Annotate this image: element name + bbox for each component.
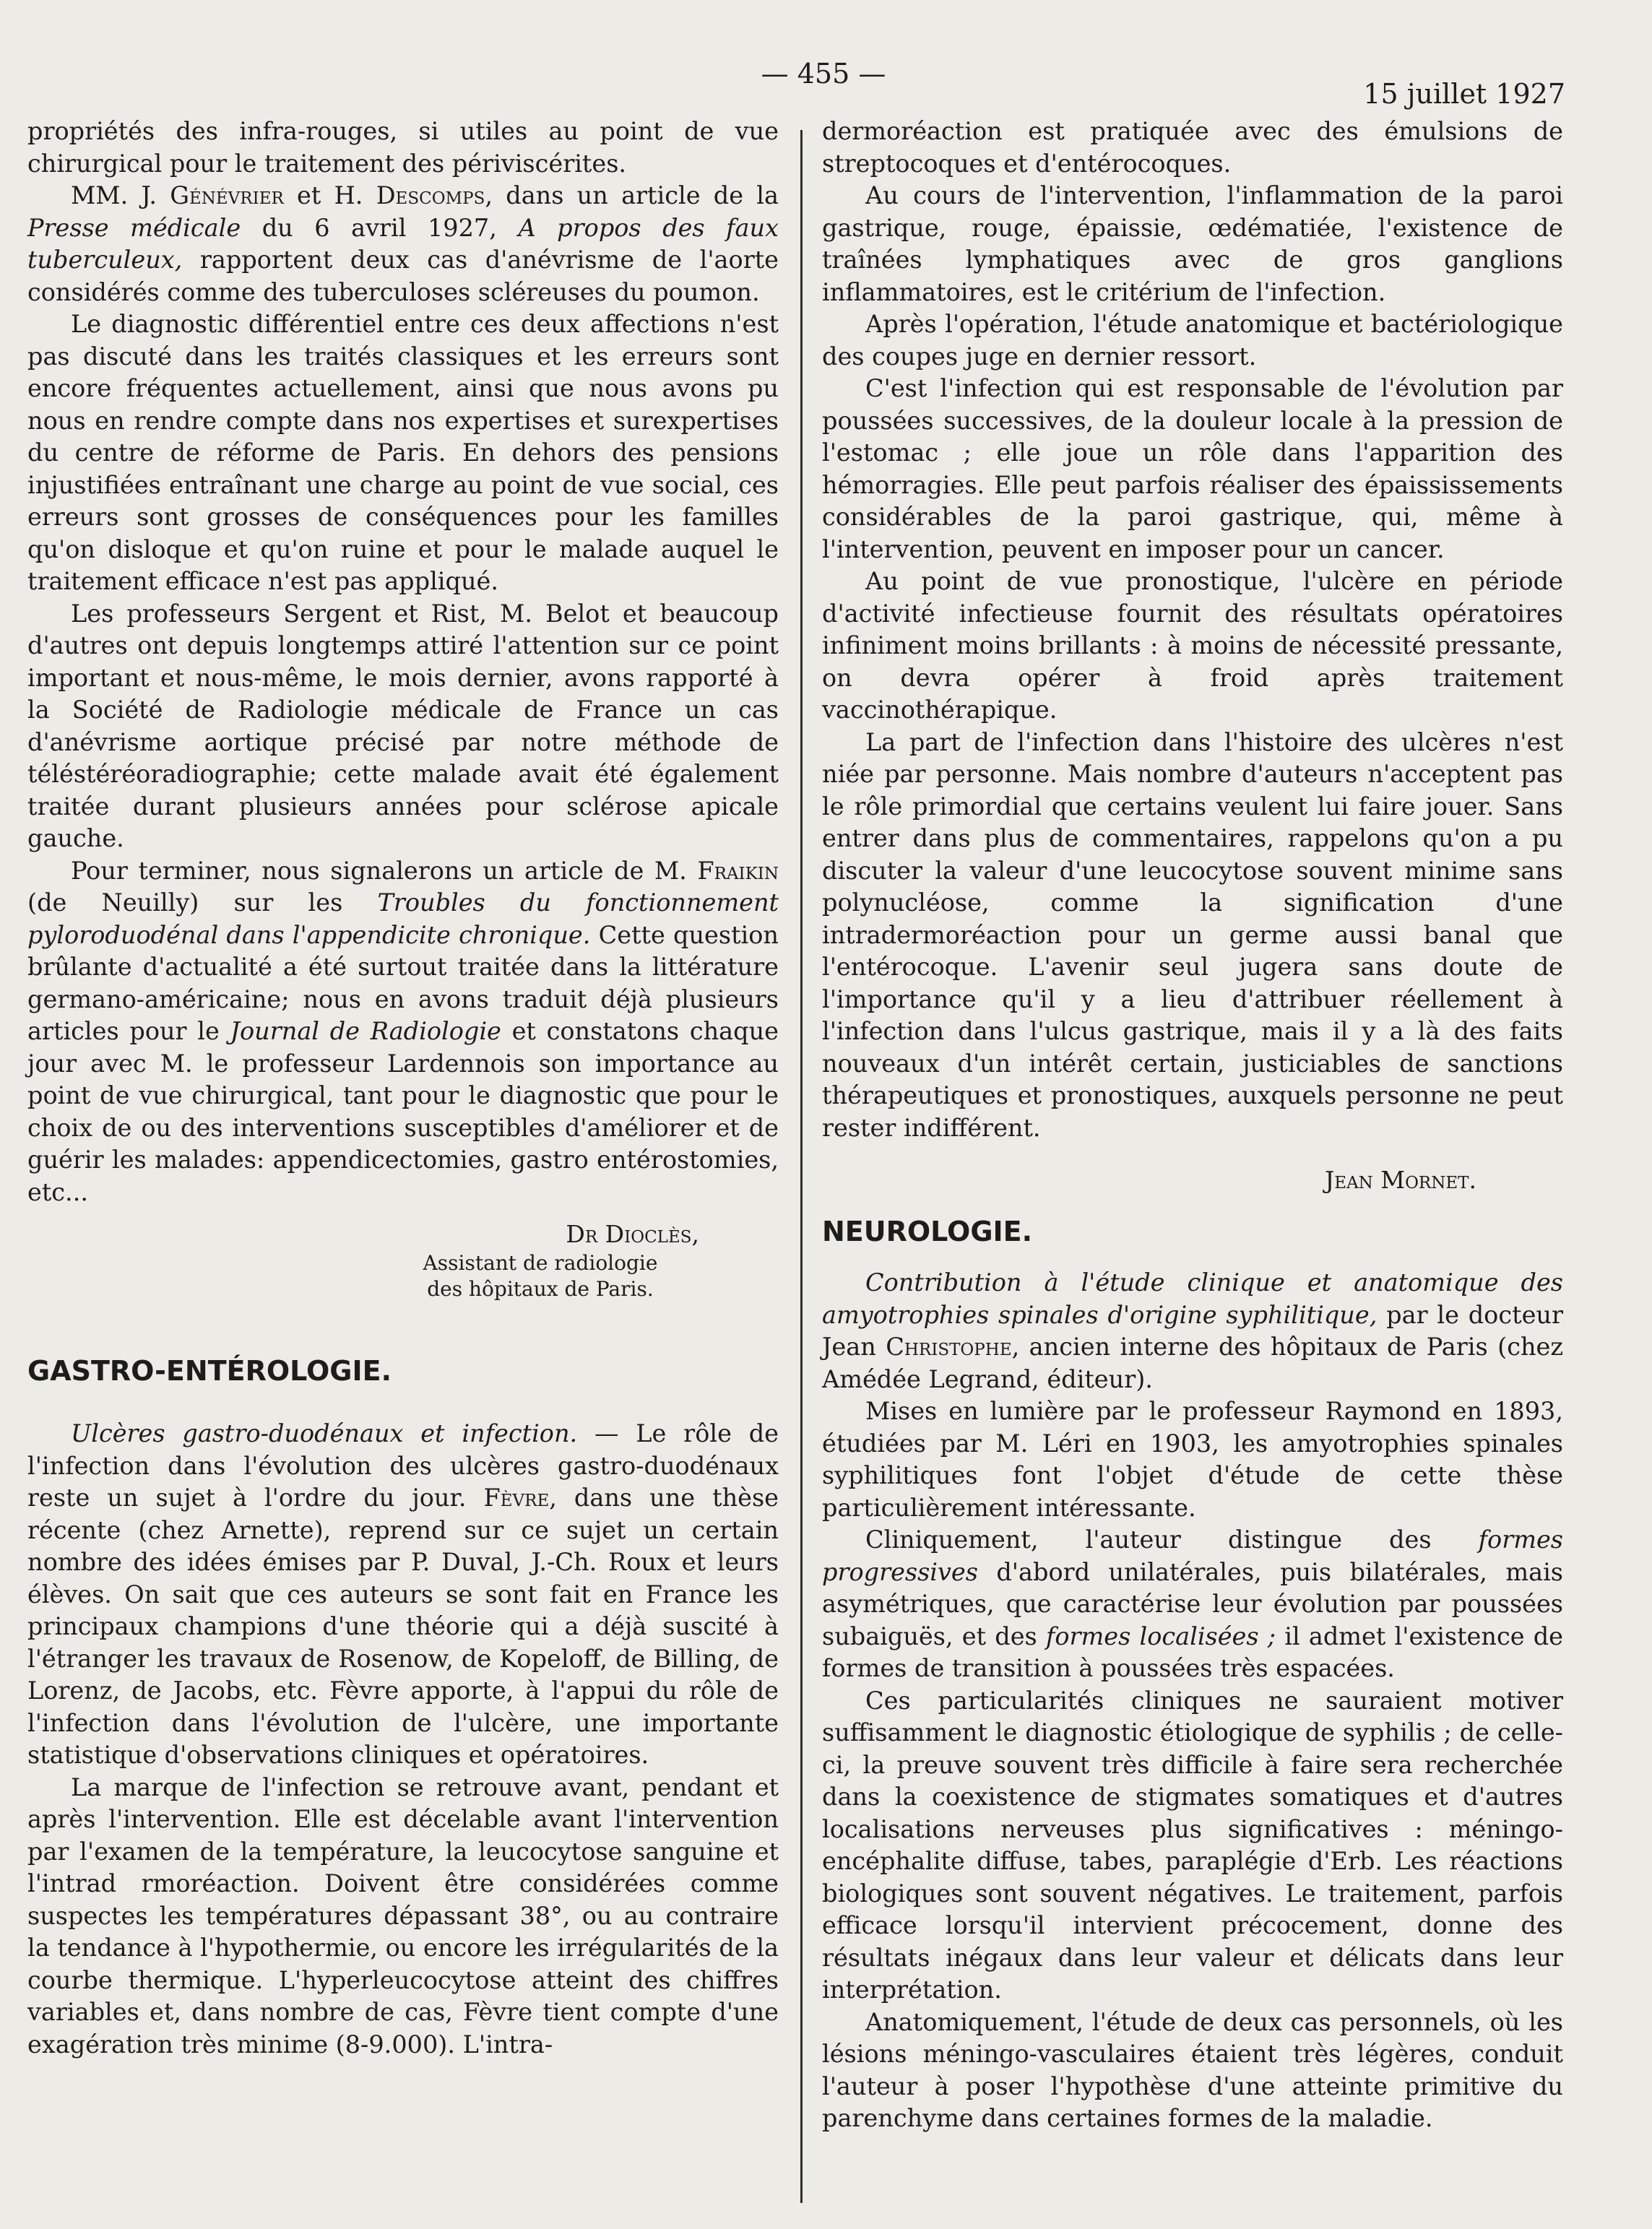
paragraph: Anatomiquement, l'étude de deux cas personnels, où les lésions méningo-vasculaires étaient très légères, conduit l'auteur à poser l'hypothèse d'une atteinte primitive du parenchyme dans certaines formes de la maladie. <box>822 2007 1563 2132</box>
paragraph: Le diagnostic différentiel entre ces deux affections n'est pas discuté dans les traités classiques et les erreurs sont encore fréquentes actuellement, ainsi que nous avons pu nous en rendre compte dans nos expertises et surexpertises du centre de réforme de Paris. En dehors des pensions injustifiées entraînant une charge au point de vue social, ces erreurs sont grosses de conséquences pour les familles qu'on disloque et qu'on ruine et pour le malade auquel le traitement efficace n'est pas appliqué. <box>27 310 779 595</box>
author-name: Christophe <box>886 1333 1012 1361</box>
left-column <box>27 116 779 2061</box>
paragraph: C'est l'infection qui est responsable de l'évolution par poussées successives, de la douleur locale à la pression de l'estomac ; elle joue un rôle dans l'apparition des hémorragies. Elle peut parfois réaliser des épaississements considérables de la paroi gastrique, qui, même à l'intervention, peuvent en imposer pour un cancer. <box>822 374 1563 563</box>
paragraph: Mises en lumière par le professeur Raymond en 1893, étudiées par M. Léri en 1903, les amyotrophies spinales syphilitiques font l'objet d'étude de cette thèse particulièrement intéressante. <box>822 1397 1563 1522</box>
section-title: GASTRO-ENTÉROLOGIE. <box>27 1355 392 1387</box>
journal-title: Presse médicale <box>27 213 241 242</box>
article-title: Troubles du fonctionnement pyloroduodénal dans l'appendicite chronique. <box>27 888 779 949</box>
emphasis: formes localisées ; <box>1045 1622 1276 1650</box>
signature: Dr Dioclès, <box>566 1220 699 1248</box>
author-name: Génévrier <box>170 181 284 209</box>
paragraph: Après l'opération, l'étude anatomique et bactériologique des coupes juge en dernier ressort. <box>822 310 1563 371</box>
paragraph: La marque de l'infection se retrouve avant, pendant et après l'intervention. Elle est décelable avant l'intervention par l'examen de la température, la leucocytose sanguine et l'intrad rmoréaction. Doivent être considérées comme suspectes les températures dépassant 38°, ou au contraire la tendance à l'hypothermie, ou encore les irrégularités de la courbe thermique. L'hyperleucocytose atteint des chiffres variables et, dans nombre de cas, Fèvre tient compte d'une exagération très minime (8-9.000). L'intra- <box>27 1773 779 2059</box>
page-date: 15 juillet 1927 <box>1363 78 1565 110</box>
author-name: Descomps <box>376 181 485 209</box>
book-title: Contribution à l'étude clinique et anatomique des amyotrophies spinales d'origine syphilitique, <box>822 1268 1563 1329</box>
paragraph: Les professeurs Sergent et Rist, M. Belot et beaucoup d'autres ont depuis longtemps attiré l'attention sur ce point important et nous-même, le mois dernier, avons rapporté à la Société de Radiologie médicale de France un cas d'anévrisme aortique précisé par notre méthode de téléstéréoradiographie; cette malade avait été également traitée durant plusieurs années pour sclérose apicale gauche. <box>27 599 779 852</box>
paragraph: Pour terminer, nous signalerons un article de M. Fraikin (de Neuilly) sur les Troubles du fonctionnement pyloroduodénal dans l'appendicite chronique. Cette question brûlante d'actualité a été surtout traitée dans la littérature germano-américaine; nous en avons traduit déjà plusieurs articles pour le Journal de Radiologie et constatons chaque jour avec M. le professeur Lardennois son importance au point de vue chirurgical, tant pour le diagnostic que pour le choix de ou des interventions susceptibles d'améliorer et de guérir les malades: appendicectomies, gastro entérostomies, etc... <box>27 856 779 1206</box>
journal-title: Journal de Radiologie <box>230 1017 501 1045</box>
right-column <box>822 116 1563 2135</box>
author-name: Fraikin <box>697 856 779 885</box>
paragraph: Contribution à l'étude clinique et anatomique des amyotrophies spinales d'origine syphilitique, par le docteur Jean Christophe, ancien interne des hôpitaux de Paris (chez Amédée Legrand, éditeur). <box>822 1268 1564 1393</box>
author-name: Fèvre <box>483 1484 550 1512</box>
paragraph: Au cours de l'intervention, l'inflammation de la paroi gastrique, rouge, épaissie, œdématiée, l'existence de traînées lymphatiques avec de gros ganglions inflammatoires, est le critérium de l'infection. <box>822 181 1563 306</box>
paragraph: Ces particularités cliniques ne sauraient motiver suffisamment le diagnostic étiologique de syphilis ; de celle-ci, la preuve souvent très difficile à faire sera recherchée dans la coexistence de stigmates somatiques et d'autres localisations nerveuses plus significatives : méningo-encéphalite diffuse, tabes, paraplégie d'Erb. Les réactions biologiques sont souvent négatives. Le traitement, parfois efficace lorsqu'il intervient précocement, donne des résultats inégaux dans leur valeur et délicats dans leur interprétation. <box>822 1686 1563 2004</box>
section-title: NEUROLOGIE. <box>822 1216 1033 1247</box>
signature: Jean Mornet. <box>1325 1166 1476 1194</box>
paragraph: Cliniquement, l'auteur distingue des formes progressives d'abord unilatérales, puis bilatérales, mais asymétriques, que caractérise leur évolution par poussées subaiguës, et des formes localisées ; il admet l'existence de formes de transition à poussées très espacées. <box>822 1525 1563 1682</box>
article-title: Ulcères gastro-duodénaux et infection. <box>71 1419 578 1447</box>
article-title: A propos des faux tuberculeux, <box>27 213 779 274</box>
paragraph: MM. J. Génévrier et H. Descomps, dans un article de la Presse médicale du 6 avril 1927, A propos des faux tuberculeux, rapportent deux cas d'anévrisme de l'aorte considérés comme des tuberculoses scléreuses du poumon. <box>27 181 779 306</box>
emphasis: formes progressives <box>822 1525 1563 1586</box>
column-divider <box>800 130 803 2203</box>
page-number: — 455 — <box>761 58 886 90</box>
paragraph: dermoréaction est pratiquée avec des émulsions de streptocoques et d'entérocoques. <box>822 117 1563 178</box>
paragraph: propriétés des infra-rouges, si utiles au point de vue chirurgical pour le traitement des périviscérites. <box>27 117 779 178</box>
paragraph: Ulcères gastro-duodénaux et infection. — Le rôle de l'infection dans l'évolution des ulcères gastro-duodénaux reste un sujet à l'ordre du jour. Fèvre, dans une thèse récente (chez Arnette), reprend sur ce sujet un certain nombre des idées émises par P. Duval, J.-Ch. Roux et leurs élèves. On sait que ces auteurs se sont fait en France les principaux champions d'une théorie qui a déjà suscité à l'étranger les travaux de Rosenow, de Kopeloff, de Billing, de Lorenz, de Jacobs, etc. Fèvre apporte, à l'appui du rôle de l'infection dans l'évolution de l'ulcère, une importante statistique d'observations cliniques et opératoires. <box>27 1419 779 1769</box>
paragraph: Au point de vue pronostique, l'ulcère en période d'activité infectieuse fournit des résultats opératoires infiniment moins brillants : à moins de nécessité pressante, on devra opérer à froid après traitement vaccinothérapique. <box>822 567 1563 724</box>
paragraph: La part de l'infection dans l'histoire des ulcères n'est niée par personne. Mais nombre d'auteurs n'acceptent pas le rôle primordial que certains veulent lui faire jouer. Sans entrer dans plus de commentaires, rappelons qu'on a pu discuter la valeur d'une leucocytose souvent minime sans polynucléose, comme la signification d'une intradermoréaction pour un germe aussi banal que l'entérocoque. L'avenir seul jugera sans doute de l'importance qu'il y a lieu d'attribuer réellement à l'infection dans l'ulcus gastrique, mais il y a là des faits nouveaux d'un intérêt certain, justiciables de sanctions thérapeutiques et pronostiques, auxquels personne ne peut rester indifférent. <box>822 727 1563 1142</box>
signature-affiliation: Assistant de radiologie des hôpitaux de Paris. <box>423 1251 658 1301</box>
